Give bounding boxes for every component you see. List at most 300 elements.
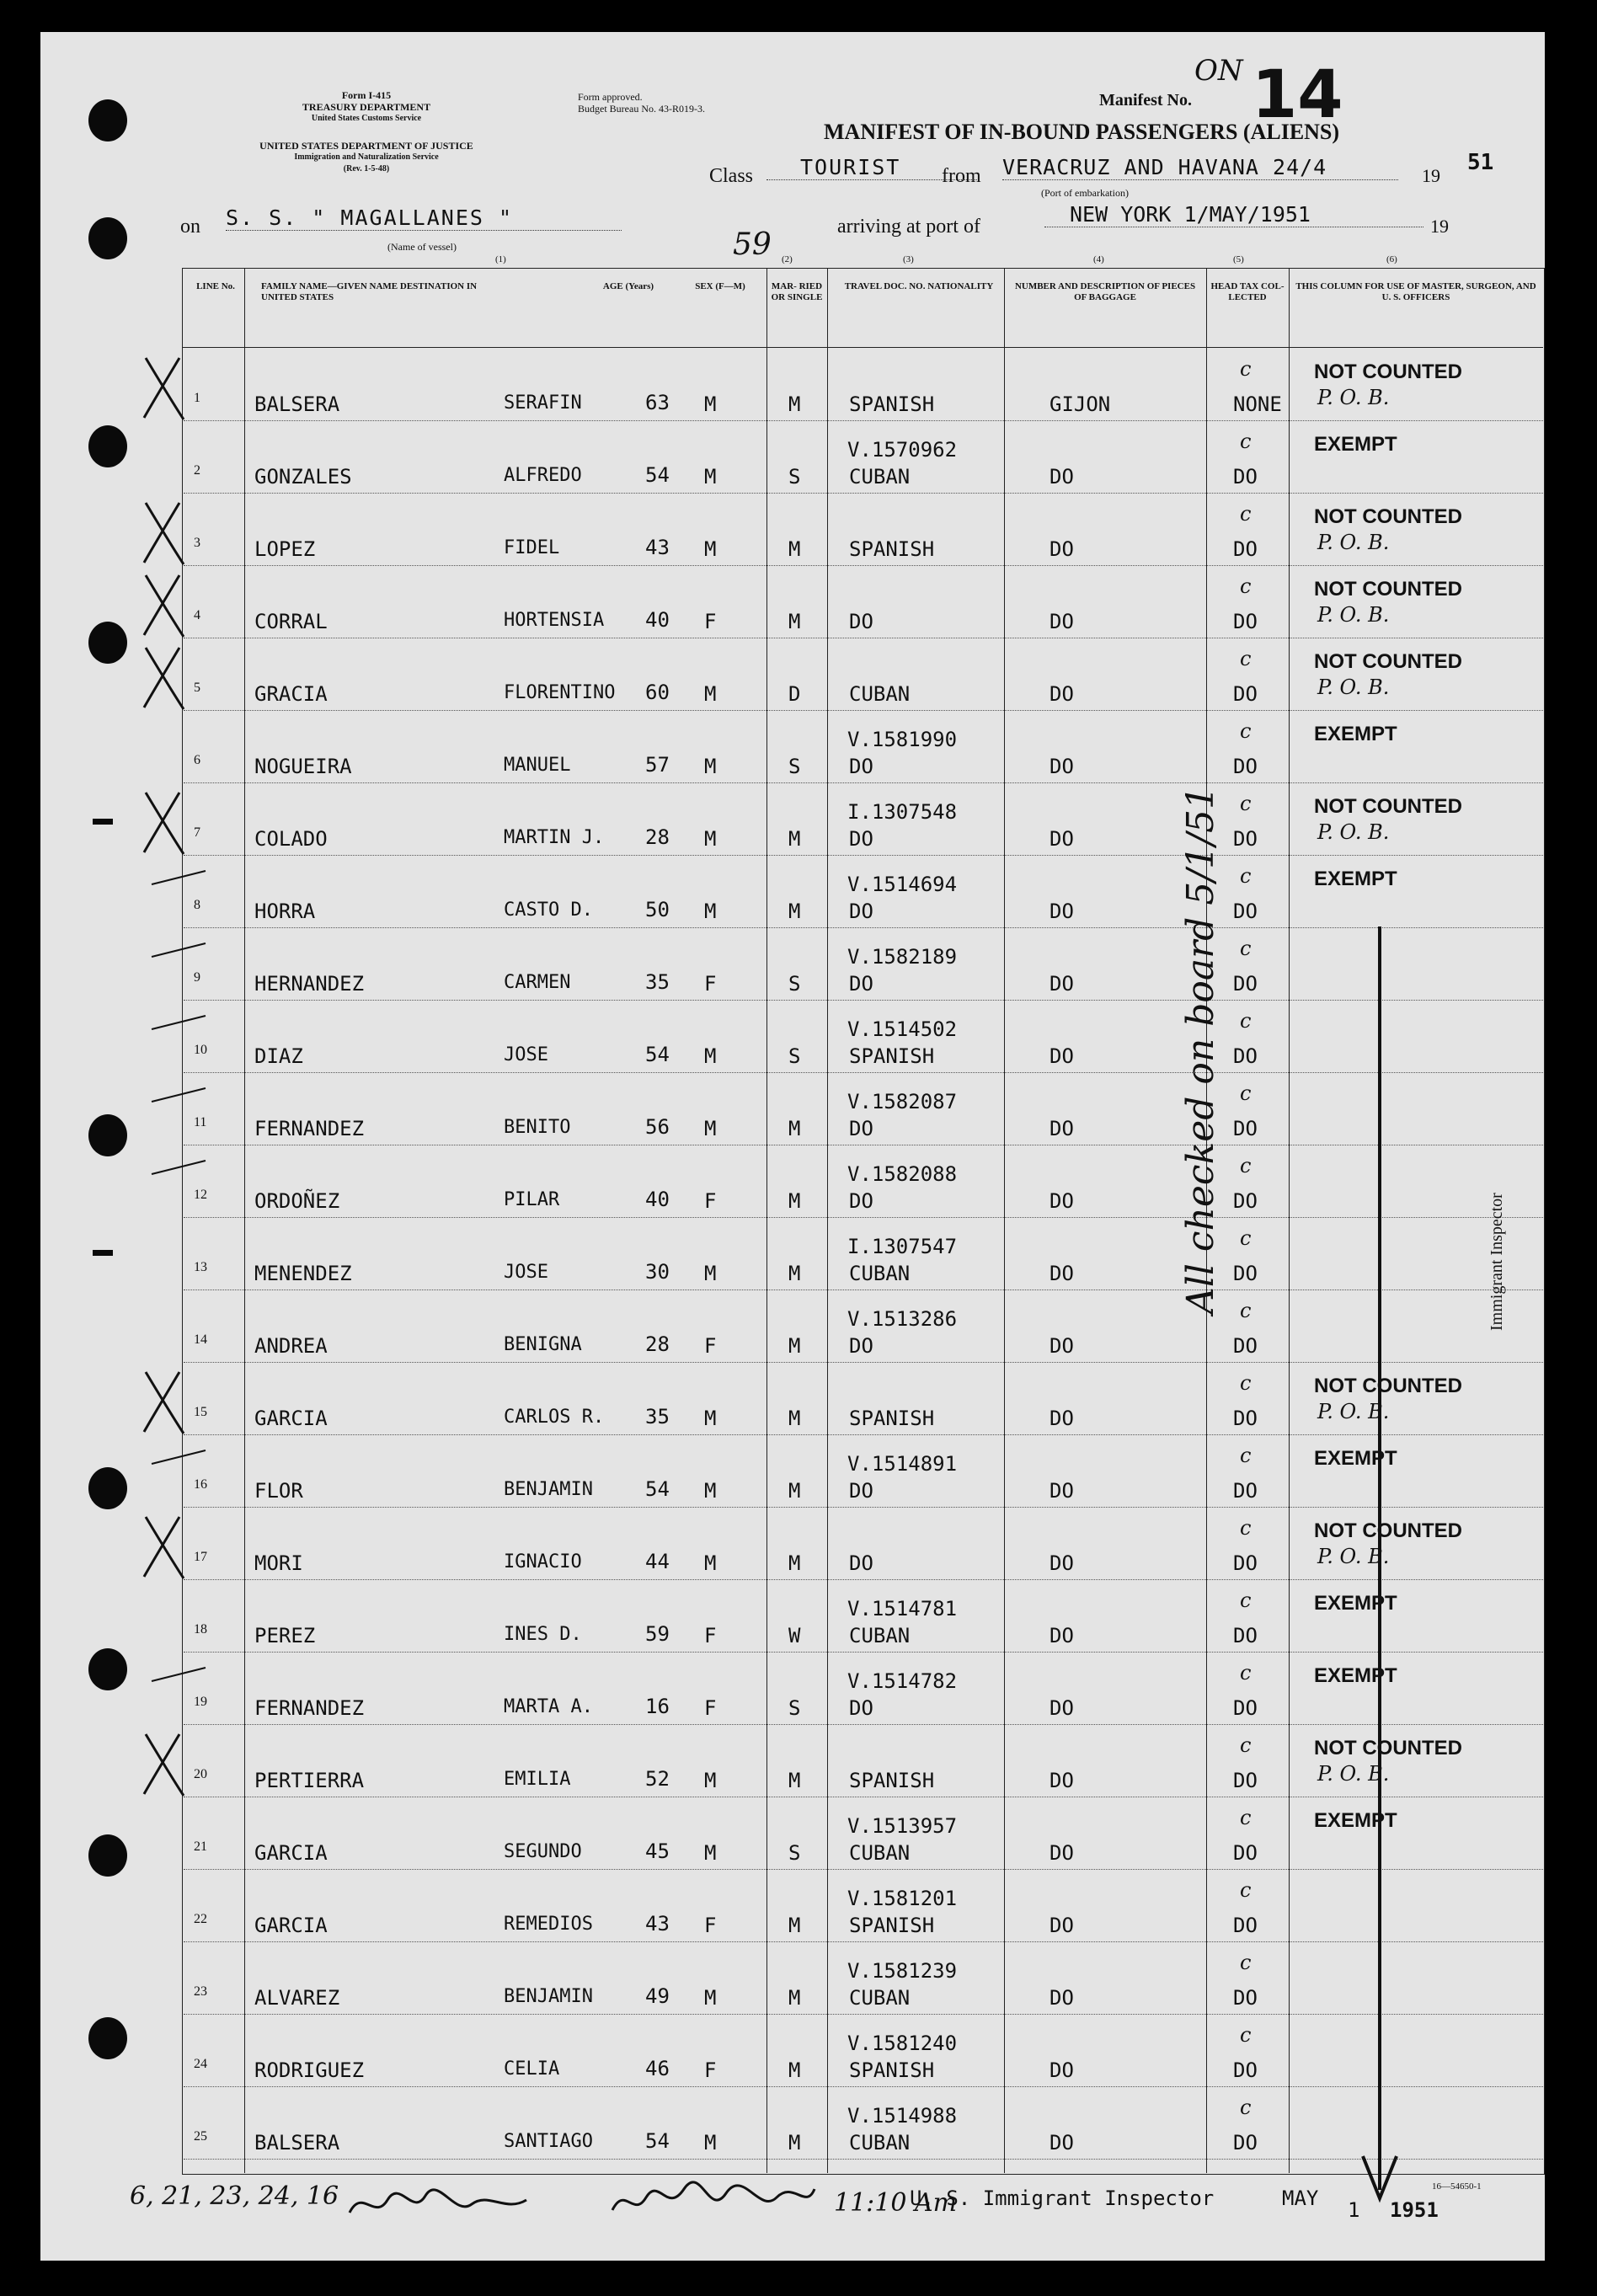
line-number: 25 [194,2129,207,2144]
nationality: DO [849,1334,873,1358]
baggage: DO [1050,1769,1074,1792]
given-name: FLORENTINO [504,682,616,703]
tax-check-mark: c [1240,1371,1252,1395]
cross-mark-icon [137,354,188,421]
punch-hole [88,1467,127,1509]
nationality: CUBAN [849,1986,911,2010]
table-row [184,1725,1543,1797]
officer-note: NOT COUNTED [1314,505,1462,528]
head-tax: DO [1233,1986,1258,2010]
nationality: SPANISH [849,1769,935,1792]
marital-status: M [788,1551,801,1575]
tax-check-mark: c [1240,1661,1252,1685]
nationality: CUBAN [849,1262,911,1285]
baggage: DO [1050,1841,1074,1865]
table-row [184,1145,1543,1218]
line-number: 13 [194,1260,207,1274]
nationality: CUBAN [849,1841,911,1865]
from-value: VERACRUZ AND HAVANA 24/4 [1002,155,1398,180]
table-row [184,1870,1543,1942]
punch-hole [88,2017,127,2059]
nationality: DO [849,755,873,778]
officer-note: NOT COUNTED [1314,1737,1462,1759]
punch-hole [88,1834,127,1877]
nationality: SPANISH [849,1914,935,1937]
officer-note: EXEMPT [1314,433,1397,456]
footer-inspector-label: U. S. Immigrant Inspector [910,2187,1215,2210]
tax-check-mark: c [1240,2096,1252,2119]
officer-note: NOT COUNTED [1314,1519,1462,1542]
travel-doc-number: V.1513286 [847,1307,958,1331]
punch-hole [88,622,127,664]
head-tax: DO [1233,1624,1258,1647]
line-number: 9 [194,970,200,985]
check-stroke-icon [150,869,209,886]
footer-print-no: 16—54650-1 [1432,2181,1482,2192]
officer-note: NOT COUNTED [1314,360,1462,383]
line-number: 16 [194,1477,207,1492]
arrow-down-icon [1354,926,1405,2207]
col-num-4: (4) [1093,254,1104,264]
table-row [184,2087,1543,2160]
tax-check-mark: c [1240,1806,1252,1829]
family-name: DIAZ [254,1044,303,1068]
marital-status: S [788,1696,801,1720]
sex: F [704,1334,717,1358]
signature-scribble [345,2183,531,2225]
line-number: 22 [194,1912,207,1926]
head-tax: DO [1233,610,1258,633]
officer-note: NOT COUNTED [1314,795,1462,818]
age: 56 [645,1115,670,1139]
tax-check-mark: c [1240,1299,1252,1322]
col-line-no: LINE No. [196,281,235,291]
age: 35 [645,1405,670,1428]
officer-note-pob: P. O. B. [1317,1400,1390,1423]
marital-status: M [788,1334,801,1358]
age: 43 [645,1912,670,1936]
line-number: 10 [194,1043,207,1057]
arrival-port: NEW YORK 1/MAY/1951 [1044,202,1423,227]
manifest-number: 14 [1252,57,1343,133]
baggage: DO [1050,1117,1074,1140]
baggage: DO [1050,1334,1074,1358]
family-name: ORDOÑEZ [254,1189,340,1213]
table-row [184,1363,1543,1435]
punch-hole [88,425,127,467]
family-name: COLADO [254,827,328,851]
cross-mark-icon [137,643,188,711]
marital-status: M [788,1117,801,1140]
nationality: CUBAN [849,465,911,489]
age: 46 [645,2057,670,2080]
line-number: 17 [194,1550,207,1564]
head-tax: DO [1233,755,1258,778]
travel-doc-number: V.1514502 [847,1017,958,1041]
family-name: PEREZ [254,1624,316,1647]
family-name: GONZALES [254,465,352,489]
head-tax: DO [1233,972,1258,996]
family-name: HORRA [254,900,316,923]
year-value: 51 [1467,150,1494,175]
line-number: 15 [194,1405,207,1419]
col-name: FAMILY NAME—GIVEN NAME DESTINATION IN UNITED STATES [261,281,478,302]
tax-check-mark: c [1240,357,1252,381]
class-label: Class [709,165,754,187]
head-tax: DO [1233,1914,1258,1937]
col-num-1: (1) [495,254,506,264]
family-name: MORI [254,1551,303,1575]
given-name: CASTO D. [504,900,593,921]
tax-check-mark: c [1240,1878,1252,1902]
head-tax: DO [1233,1189,1258,1213]
given-name: MANUEL [504,755,571,776]
age: 63 [645,391,670,414]
table-row [184,928,1543,1001]
marital-status: M [788,1407,801,1430]
baggage: DO [1050,465,1074,489]
form-approved [578,91,705,115]
baggage: DO [1050,537,1074,561]
travel-doc-number: I.1307547 [847,1235,958,1258]
punch-hole [88,1648,127,1690]
table-row [184,1580,1543,1653]
sex: F [704,610,717,633]
travel-doc-number: V.1582088 [847,1162,958,1186]
sex: F [704,1624,717,1647]
marital-status: M [788,827,801,851]
check-stroke-icon [150,1087,209,1103]
family-name: GRACIA [254,682,328,706]
age: 40 [645,1188,670,1211]
check-stroke-icon [150,942,209,958]
sex: F [704,1189,717,1213]
line-number: 4 [194,608,200,622]
table-row [184,1942,1543,2015]
given-name: IGNACIO [504,1551,582,1572]
baggage: DO [1050,1479,1074,1503]
given-name: BENIGNA [504,1334,582,1355]
tax-check-mark: c [1240,1516,1252,1540]
head-tax: DO [1233,1696,1258,1720]
marital-status: M [788,392,801,416]
given-name: ALFREDO [504,465,582,486]
baggage: DO [1050,1262,1074,1285]
sex: M [704,682,717,706]
given-name: PILAR [504,1189,560,1210]
age: 50 [645,898,670,921]
age: 59 [645,1622,670,1646]
baggage: DO [1050,1551,1074,1575]
head-tax: DO [1233,1117,1258,1140]
tax-check-mark: c [1240,1226,1252,1250]
given-name: FIDEL [504,537,560,558]
table-row [184,1073,1543,1145]
officer-note-pob: P. O. B. [1317,531,1390,554]
age: 43 [645,536,670,559]
table-row [184,711,1543,783]
tax-check-mark: c [1240,1154,1252,1177]
col-num-5: (5) [1233,254,1244,264]
cross-mark-icon [137,571,188,638]
sex: F [704,972,717,996]
travel-doc-number: V.1581201 [847,1887,958,1910]
travel-doc-number: V.1581240 [847,2032,958,2055]
col-num-6: (6) [1386,254,1397,264]
travel-doc-number: V.1581239 [847,1959,958,1983]
age: 45 [645,1839,670,1863]
age: 28 [645,825,670,849]
nationality: CUBAN [849,2131,911,2155]
sex: F [704,2058,717,2082]
age: 54 [645,1477,670,1501]
line-number: 14 [194,1332,207,1347]
check-stroke-icon [150,1159,209,1176]
baggage: GIJON [1050,392,1111,416]
col-married: MAR- RIED OR SINGLE [771,281,823,302]
col-baggage: NUMBER AND DESCRIPTION OF PIECES OF BAGGAGE [1014,281,1196,302]
port-embarkation-note: (Port of embarkation) [1041,187,1129,199]
sex: M [704,2131,717,2155]
arrival-year: 19 [1430,216,1449,237]
given-name: CARMEN [504,972,571,993]
travel-doc-number: V.1581990 [847,728,958,751]
table-row [184,783,1543,856]
family-name: MENENDEZ [254,1262,352,1285]
family-name: NOGUEIRA [254,755,352,778]
sex: M [704,755,717,778]
baggage: DO [1050,2058,1074,2082]
marital-status: M [788,537,801,561]
class-value: TOURIST [766,155,977,180]
officer-note-pob: P. O. B. [1317,386,1390,409]
officer-note: EXEMPT [1314,1447,1397,1470]
baggage: DO [1050,1624,1074,1647]
sex: M [704,392,717,416]
nationality: DO [849,1479,873,1503]
vessel-name-note: (Name of vessel) [387,241,457,253]
nationality: DO [849,1189,873,1213]
marital-status: M [788,1986,801,2010]
head-tax: DO [1233,827,1258,851]
table-header-rule [182,347,1543,348]
line-number: 18 [194,1622,207,1637]
table-row [184,349,1543,421]
age: 16 [645,1695,670,1718]
family-name: GARCIA [254,1841,328,1865]
head-tax: DO [1233,2131,1258,2155]
head-tax: DO [1233,465,1258,489]
line-number: 24 [194,2057,207,2071]
cross-mark-icon [137,788,188,856]
table-row [184,638,1543,711]
travel-doc-number: V.1514891 [847,1452,958,1476]
head-tax: DO [1233,1044,1258,1068]
baggage: DO [1050,1189,1074,1213]
head-tax: DO [1233,1334,1258,1358]
nationality: DO [849,1551,873,1575]
marital-status: D [788,682,801,706]
rev-label: (Rev. 1-5-48) [343,164,390,174]
sex: M [704,465,717,489]
given-name: BENJAMIN [504,1986,593,2007]
given-name: JOSE [504,1044,548,1065]
treasury-dept: TREASURY DEPARTMENT [302,101,431,113]
punch-hole [88,217,127,259]
line-number: 19 [194,1695,207,1709]
nationality: SPANISH [849,1407,935,1430]
baggage: DO [1050,1044,1074,1068]
table-row [184,421,1543,494]
form-header-left [253,89,480,125]
baggage: DO [1050,1407,1074,1430]
marital-status: S [788,465,801,489]
tax-check-mark: c [1240,1951,1252,1974]
col-head-tax: HEAD TAX COL- LECTED [1210,281,1285,302]
age: 60 [645,681,670,704]
col-num-3: (3) [903,254,914,264]
family-name: BALSERA [254,392,340,416]
line-number: 2 [194,463,200,478]
manifest-no-label: Manifest No. [1099,91,1192,109]
sex: M [704,1769,717,1792]
nationality: CUBAN [849,1624,911,1647]
table-row [184,1508,1543,1580]
given-name: JOSE [504,1262,548,1283]
nationality: DO [849,610,873,633]
cross-mark-icon [137,499,188,566]
head-tax: NONE [1233,392,1282,416]
marital-status: M [788,610,801,633]
manifest-annotation: ON [1194,54,1243,88]
line-number: 20 [194,1767,207,1781]
customs-service: United States Customs Service [311,114,422,123]
tax-check-mark: c [1240,937,1252,960]
row-rule [184,2159,1543,2160]
table-row [184,1653,1543,1725]
side-note-inspector: Immigrant Inspector [1488,1193,1506,1331]
sex: M [704,1262,717,1285]
given-name: CELIA [504,2058,560,2080]
nationality: DO [849,827,873,851]
tax-check-mark: c [1240,792,1252,815]
sex: M [704,537,717,561]
baggage: DO [1050,1986,1074,2010]
table-row [184,1290,1543,1363]
col-sex: SEX (F—M) [695,281,745,291]
approved-label: Form approved. [578,91,643,103]
age: 49 [645,1984,670,2008]
nationality: CUBAN [849,682,911,706]
line-number: 8 [194,898,200,912]
age: 52 [645,1767,670,1791]
family-name: LOPEZ [254,537,316,561]
tax-check-mark: c [1240,1009,1252,1033]
nationality: SPANISH [849,392,935,416]
table-row [184,1797,1543,1870]
table-row [184,856,1543,928]
age: 35 [645,970,670,994]
tax-check-mark: c [1240,647,1252,670]
table-row [184,2015,1543,2087]
arriving-label: arriving at port of [837,216,980,238]
family-name: CORRAL [254,610,328,633]
nationality: DO [849,900,873,923]
from-label: from [942,165,981,187]
punch-hole [88,99,127,141]
marital-status: M [788,900,801,923]
head-tax: DO [1233,2058,1258,2082]
nationality: DO [849,1696,873,1720]
travel-doc-number: V.1514782 [847,1669,958,1693]
family-name: ALVAREZ [254,1986,340,2010]
nationality: SPANISH [849,537,935,561]
marital-status: M [788,1262,801,1285]
marital-status: M [788,1769,801,1792]
sex: M [704,1044,717,1068]
line-number: 3 [194,536,200,550]
col-age: AGE (Years) [602,281,654,291]
given-name: SERAFIN [504,392,582,414]
baggage: DO [1050,682,1074,706]
line-number: 7 [194,825,200,840]
travel-doc-number: V.1514694 [847,873,958,896]
head-tax: DO [1233,1407,1258,1430]
officer-note: NOT COUNTED [1314,650,1462,673]
officer-note: NOT COUNTED [1314,1375,1462,1397]
line-number: 11 [194,1115,207,1129]
travel-doc-number: V.1582189 [847,945,958,969]
age: 57 [645,753,670,777]
tax-check-mark: c [1240,430,1252,453]
line-number: 1 [194,391,200,405]
punch-hole [88,1114,127,1156]
head-tax: DO [1233,1262,1258,1285]
baggage: DO [1050,755,1074,778]
margin-tick [93,1250,113,1256]
sex: F [704,1914,717,1937]
family-name: FERNANDEZ [254,1117,365,1140]
sex: M [704,1551,717,1575]
vessel-number: 59 [733,227,772,262]
marital-status: S [788,755,801,778]
given-name: CARLOS R. [504,1407,605,1428]
family-name: FLOR [254,1479,303,1503]
on-label: on [180,216,200,238]
head-tax: DO [1233,900,1258,923]
sex: M [704,1117,717,1140]
sex: M [704,827,717,851]
sex: M [704,1841,717,1865]
nationality: SPANISH [849,1044,935,1068]
tax-check-mark: c [1240,502,1252,526]
cross-mark-icon [137,1513,188,1580]
baggage: DO [1050,1914,1074,1937]
ins-label: Immigration and Naturalization Service [294,152,439,162]
justice-header [177,140,556,175]
vessel-name: S. S. " MAGALLANES " [226,206,622,231]
officer-note: NOT COUNTED [1314,578,1462,601]
side-note-checked: All checked on board 5/1/51 [1179,786,1222,1314]
table-row [184,494,1543,566]
sex: F [704,1696,717,1720]
tax-check-mark: c [1240,1444,1252,1467]
marital-status: M [788,2131,801,2155]
nationality: SPANISH [849,2058,935,2082]
marital-status: M [788,1914,801,1937]
nationality: DO [849,972,873,996]
tax-check-mark: c [1240,1081,1252,1105]
